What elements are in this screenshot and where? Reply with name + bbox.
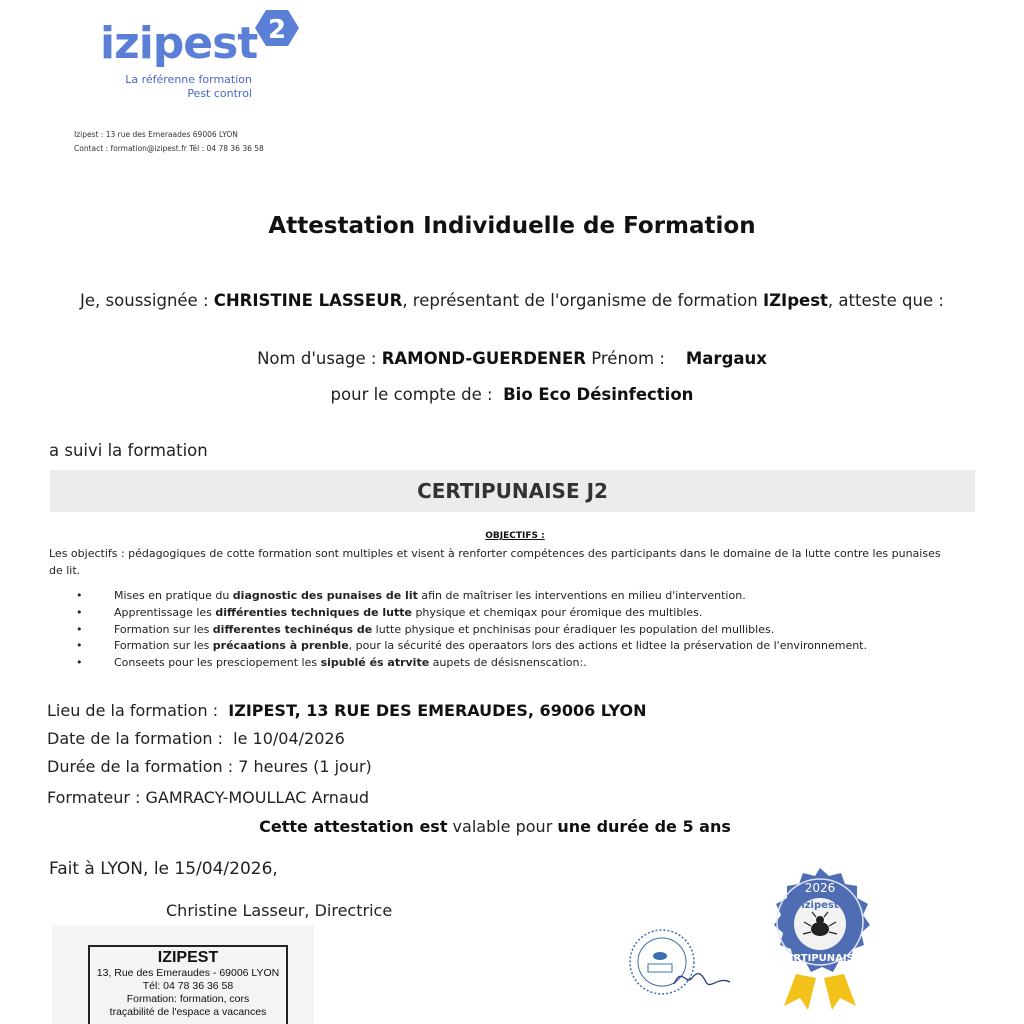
page-title: Attestation Individuelle de Formation	[268, 213, 756, 239]
badge-brand: izipest	[801, 900, 839, 911]
trainer	[47, 788, 369, 807]
bullet-icon: •	[76, 656, 83, 670]
item-bold: différenties techniques de lutte	[215, 605, 412, 619]
list-item	[76, 638, 956, 655]
item-text: Conseets pour les presciopement les	[114, 656, 321, 670]
logo-text: izipest	[100, 18, 258, 69]
validity-statement	[0, 817, 990, 836]
training-date	[47, 729, 345, 748]
duree-value: 7 heures (1 jour)	[238, 757, 372, 776]
objectives-intro: Les objectifs : pédagogiques de cotte formation sont multiples et visent à renforter compétences des participants dans le domaine de la lutte contre les punaises de lit.	[49, 547, 941, 577]
stamp-line: Tél: 04 78 36 36 58	[142, 980, 234, 992]
item-bold: differentes techinéqus de	[212, 622, 373, 636]
validity-c: une durée de 5 ans	[557, 817, 731, 836]
validity-a: Cette attestation est	[259, 817, 448, 836]
signatory-name: Christine Lasseur, Directrice	[166, 901, 393, 920]
intro-middle: , représentant de l'organisme de formation	[402, 291, 763, 310]
badge-label: CERTIPUNAISE	[779, 953, 861, 964]
tagline-line-2: Pest control	[187, 87, 252, 100]
company-stamp-area	[52, 925, 314, 1024]
bullet-icon: •	[76, 605, 83, 619]
prenom-label: Prénom :	[585, 349, 671, 368]
list-item	[76, 622, 956, 639]
objectives-list	[76, 588, 956, 672]
badge-year: 2026	[804, 881, 836, 895]
address-line: Izipest : 13 rue des Emeraades 69006 LYON	[74, 130, 238, 139]
stamp-line: traçabilité de l'espace a vacances	[109, 1006, 267, 1018]
item-bold: précaations à prenble	[212, 639, 349, 653]
bullet-icon: •	[76, 639, 83, 653]
item-text: Formation sur les	[114, 639, 213, 653]
nom-label: Nom d'usage :	[257, 349, 382, 368]
certipunaise-badge-icon	[756, 866, 884, 1010]
lieu-label: Lieu de la formation :	[47, 701, 224, 720]
stamp-title: IZIPEST	[157, 949, 219, 966]
logo-badge-text: 2	[267, 15, 287, 45]
bullet-icon: •	[76, 589, 83, 602]
trainee-firstname: Margaux	[685, 349, 767, 368]
company-name: Bio Eco Désinfection	[503, 385, 694, 404]
intro-statement	[0, 291, 1024, 310]
item-text: Apprentissage les	[114, 605, 216, 619]
stamp-line: 13, Rue des Emeraudes - 69006 LYON	[96, 967, 280, 979]
trainee-lastname: RAMOND-GUERDENER	[381, 349, 586, 368]
place-date-signed: Fait à LYON, le 15/04/2026,	[49, 859, 278, 879]
list-item	[76, 605, 956, 622]
signer-name: CHRISTINE LASSEUR	[213, 291, 403, 310]
list-item	[76, 655, 956, 672]
item-text: Mises en pratique du	[114, 589, 233, 602]
course-banner	[50, 470, 975, 512]
duree-label: Durée de la formation :	[47, 757, 239, 776]
list-item	[76, 588, 956, 605]
date-value: le 10/04/2026	[233, 729, 345, 748]
company-stamp	[88, 945, 288, 1024]
item-text: lutte physique et pnchinisas pour éradiquer les population del mullibles.	[372, 622, 775, 636]
validity-b: valable pour	[447, 817, 558, 836]
formateur-label: Formateur :	[47, 788, 146, 807]
date-label: Date de la formation :	[47, 729, 229, 748]
lieu-value: IZIPEST, 13 RUE DES EMERAUDES, 69006 LYON	[228, 701, 647, 720]
course-name: CERTIPUNAISE J2	[417, 479, 608, 503]
company-line	[0, 385, 1024, 404]
item-text: physique et chemiqax pour éromique des multibles.	[411, 605, 703, 619]
stamp-line: Formation: formation, cors	[126, 993, 250, 1005]
item-text: afin de maîtriser les interventions en milieu d'intervention.	[417, 589, 746, 602]
contact-line: Contact : formation@izipest.fr Tél : 04 78 36 36 58	[74, 144, 264, 153]
followed-training-text: a suivi la formation	[49, 441, 208, 460]
bullet-icon: •	[76, 622, 83, 636]
tagline-line-1: La référenne formation	[125, 73, 252, 86]
intro-suffix: , atteste que :	[827, 291, 944, 310]
training-location	[47, 701, 647, 720]
objectives-title: OBJECTIFS :	[485, 531, 545, 541]
training-duration	[47, 757, 372, 776]
item-bold: diagnostic des punaises de lit	[232, 589, 418, 602]
item-text: aupets de désisnenscation:.	[429, 656, 587, 670]
item-text: , pour la sécurité des operaators lors des actions et lidtee la préservation de l'environnement.	[348, 639, 867, 653]
compte-label: pour le compte de :	[330, 385, 498, 404]
intro-prefix: Je, soussignée :	[80, 291, 214, 310]
item-bold: sipublé és atrvite	[320, 656, 430, 670]
logo-hexagon-icon	[254, 8, 300, 48]
trainee-name-line	[0, 349, 1024, 368]
round-seal-signature-icon	[626, 926, 746, 1006]
organisation-name: IZIpest	[762, 291, 828, 310]
item-text: Formation sur les	[114, 622, 213, 636]
formateur-value: GAMRACY-MOULLAC Arnaud	[145, 788, 370, 807]
